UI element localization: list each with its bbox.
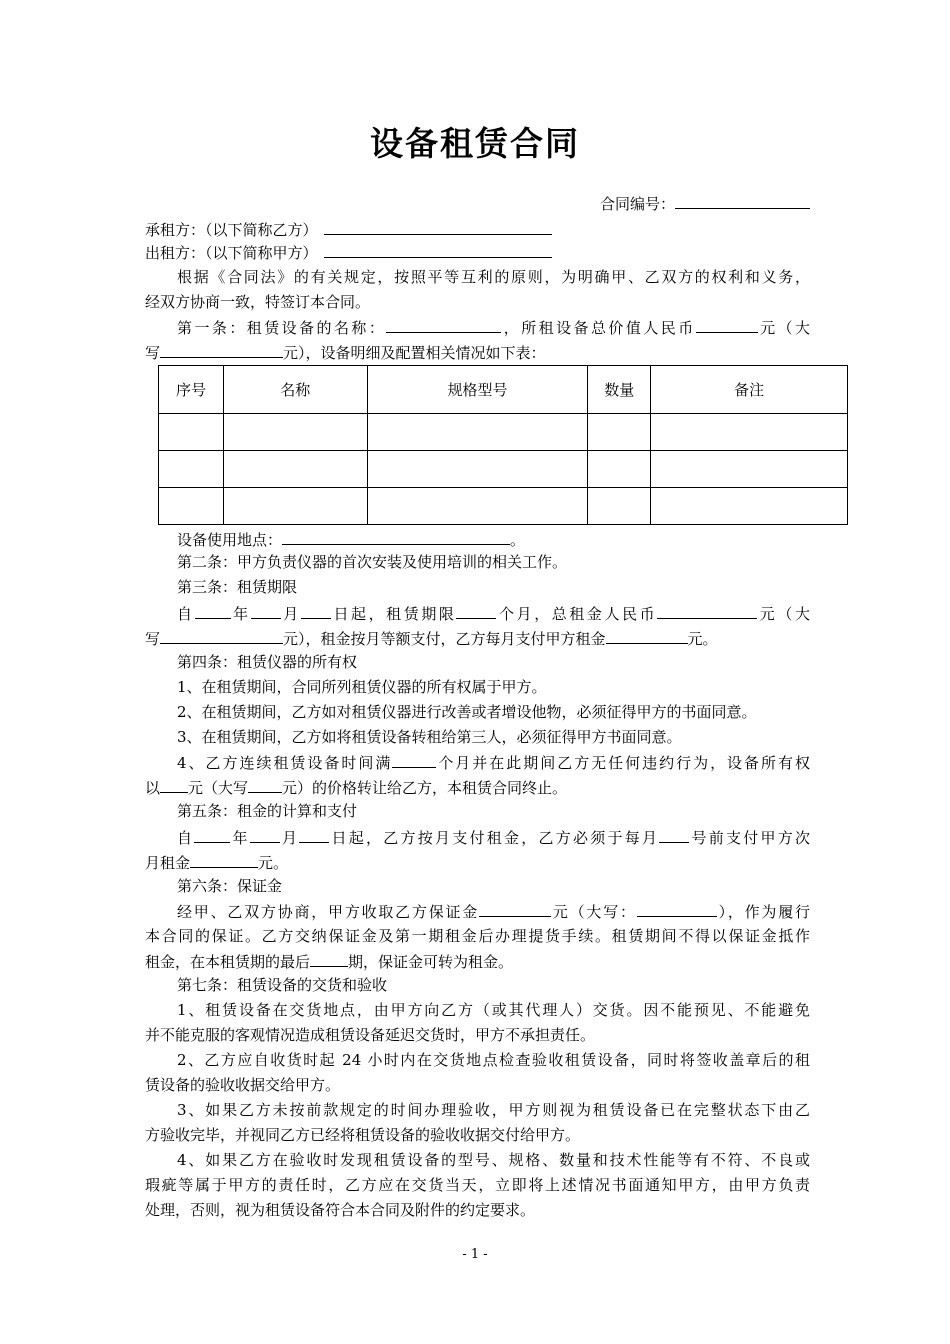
location-blank[interactable]: [282, 528, 510, 545]
location-line: [145, 528, 810, 551]
month-blank[interactable]: [251, 602, 281, 619]
text: 元（大写: [188, 779, 249, 797]
text: 自: [177, 829, 195, 847]
article5-heading: 第五条：租金的计算和支付: [177, 802, 358, 820]
deposit-blank[interactable]: [479, 900, 551, 917]
table-cell[interactable]: [159, 414, 224, 451]
article7-item-4-line-2: 瑕疵等属于甲方的责任时，乙方应在交货当天，立即将上述情况书面通知甲方，由甲方负责: [145, 1176, 810, 1194]
text: 元），租金按月等额支付，乙方每月支付甲方租金: [283, 630, 606, 648]
article3-line-2: [145, 627, 810, 650]
article7-item-3-line-1: 3、如果乙方未按前款规定的时间办理验收，甲方则视为租赁设备已在完整状态下由乙: [177, 1101, 810, 1119]
page-number: - 1 -: [462, 1247, 488, 1262]
article6-heading: 第六条：保证金: [177, 877, 283, 895]
article7-item-4-line-1: 4、如果乙方在验收时发现租赁设备的型号、规格、数量和技术性能等有不符、不良或: [177, 1151, 810, 1169]
text: 元。: [258, 854, 289, 872]
article7-item-3-line-2: 方验收完毕，并视同乙方已经将租赁设备的验收收据交付给甲方。: [145, 1126, 581, 1144]
article7-heading: 第七条：租赁设备的交货和验收: [177, 976, 388, 994]
equipment-name-blank[interactable]: [386, 316, 501, 333]
term-months-blank[interactable]: [456, 602, 496, 619]
article6-line-2: 本合同的保证。乙方交纳保证金及第一期租金后办理提货手续。租赁期间不得以保证金抵作: [145, 927, 810, 945]
transfer-price-blank[interactable]: [160, 776, 188, 793]
months-blank[interactable]: [392, 751, 436, 768]
location-end: 。: [510, 531, 526, 549]
text: 个月并在此期间乙方无任何违约行为，设备所有权: [436, 754, 810, 772]
article1-line-1: [145, 316, 810, 339]
table-cell[interactable]: [223, 451, 367, 488]
location-label: 设备使用地点：: [177, 531, 283, 549]
text: 年: [230, 829, 250, 847]
total-rent-blank[interactable]: [657, 602, 757, 619]
column-header: 名称: [223, 366, 367, 414]
document-title: 设备租赁合同: [370, 124, 580, 163]
article1-line-2: [145, 341, 810, 364]
contract-number-label: 合同编号：: [599, 195, 675, 213]
article4-heading: 第四条：租赁仪器的所有权: [177, 653, 358, 671]
article1-text: 元），设备明细及配置相关情况如下表：: [283, 344, 546, 362]
article4-item-1: 1、在租赁期间，合同所列租赁仪器的所有权属于甲方。: [177, 678, 547, 696]
text: 号前支付甲方次: [689, 829, 810, 847]
text: 经甲、乙双方协商，甲方收取乙方保证金: [177, 903, 480, 921]
table-cell[interactable]: [367, 488, 588, 525]
monthly-rent-blank[interactable]: [606, 627, 688, 644]
article5-line-1: [145, 826, 810, 849]
payment-day-blank[interactable]: [659, 826, 689, 843]
lessor-line: [145, 241, 810, 264]
text: 月租金: [145, 854, 191, 872]
article6-line-1: [145, 900, 810, 923]
final-period-blank[interactable]: [310, 950, 348, 967]
table-cell[interactable]: [588, 451, 651, 488]
text: 元（大写：: [551, 903, 637, 921]
table-cell[interactable]: [588, 488, 651, 525]
contract-number-blank[interactable]: [675, 192, 810, 209]
contract-number-line: [145, 192, 810, 215]
text: 元。: [687, 630, 718, 648]
text: 月: [279, 829, 300, 847]
article6-line-3: [145, 950, 810, 973]
lessor-blank[interactable]: [324, 241, 552, 258]
column-header: 序号: [159, 366, 224, 414]
total-value-capital-blank[interactable]: [160, 341, 283, 358]
total-value-blank[interactable]: [696, 316, 758, 333]
text: ），作为履行: [716, 903, 810, 921]
text: 元（大: [757, 605, 810, 623]
day-blank[interactable]: [301, 602, 331, 619]
article4-item-4-line-2: [145, 776, 810, 799]
article1-text: 写: [145, 344, 161, 362]
text: 4、乙方连续租赁设备时间满: [177, 754, 393, 772]
rent-amount-blank[interactable]: [190, 851, 258, 868]
lessee-label: 承租方：（以下简称乙方）: [145, 221, 318, 239]
text: 期，保证金可转为租金。: [348, 953, 514, 971]
lessee-blank[interactable]: [324, 218, 552, 235]
article3-line-1: [145, 602, 810, 625]
table-row: [159, 488, 848, 525]
text: 元）的价格转让给乙方，本租赁合同终止。: [282, 779, 568, 797]
article1-text: ，所租设备总价值人民币: [501, 319, 696, 337]
text: 日起，乙方按月支付租金，乙方必须于每月: [329, 829, 660, 847]
intro-line-1: 根据《合同法》的有关规定，按照平等互利的原则，为明确甲、乙双方的权利和义务，: [177, 268, 810, 286]
table-cell[interactable]: [651, 488, 848, 525]
total-rent-capital-blank[interactable]: [160, 627, 283, 644]
table-cell[interactable]: [159, 488, 224, 525]
transfer-price-capital-blank[interactable]: [248, 776, 282, 793]
equipment-table: [158, 365, 848, 525]
text: 写: [145, 630, 161, 648]
article5-line-2: [145, 851, 810, 874]
table-cell[interactable]: [651, 451, 848, 488]
article7-item-4-line-3: 处理，否则，视为租赁设备符合本合同及附件的约定要求。: [145, 1201, 536, 1219]
table-cell[interactable]: [651, 414, 848, 451]
year-blank[interactable]: [195, 602, 231, 619]
article1-text: 元（大: [757, 319, 810, 337]
year-blank[interactable]: [194, 826, 230, 843]
article7-item-1-line-2: 并不能克服的客观情况造成租赁设备延迟交货时，甲方不承担责任。: [145, 1026, 596, 1044]
article4-item-3: 3、在租赁期间，乙方如将租赁设备转租给第三人，必须征得甲方书面同意。: [177, 728, 682, 746]
text: 个月，总租金人民币: [496, 605, 658, 623]
lessee-line: [145, 218, 810, 241]
text: 月: [280, 605, 301, 623]
column-header: 规格型号: [367, 366, 588, 414]
table-cell[interactable]: [223, 414, 367, 451]
table-cell[interactable]: [223, 488, 367, 525]
month-blank[interactable]: [250, 826, 280, 843]
table-row: [159, 451, 848, 488]
text: 租金，在本租赁期的最后: [145, 953, 311, 971]
table-cell[interactable]: [367, 414, 588, 451]
column-header: 数量: [588, 366, 651, 414]
text: 以: [145, 779, 161, 797]
article2-line: 第二条：甲方负责仪器的首次安装及使用培训的相关工作。: [177, 553, 568, 571]
intro-line-2: 经双方协商一致，特签订本合同。: [145, 293, 371, 311]
lessor-label: 出租方：（以下简称甲方）: [145, 244, 318, 262]
article1-text: 第一条：租赁设备的名称：: [177, 319, 387, 337]
text: 年: [230, 605, 251, 623]
article7-item-2-line-2: 赁设备的验收收据交给甲方。: [145, 1076, 341, 1094]
day-blank[interactable]: [299, 826, 329, 843]
table-cell[interactable]: [367, 451, 588, 488]
article4-item-4-line-1: [145, 751, 810, 774]
table-row: [159, 414, 848, 451]
table-cell[interactable]: [159, 451, 224, 488]
deposit-capital-blank[interactable]: [637, 900, 717, 917]
text: 自: [177, 605, 195, 623]
article7-item-1-line-1: 1、租赁设备在交货地点，由甲方向乙方（或其代理人）交货。因不能预见、不能避免: [177, 1001, 810, 1019]
table-header-row: [159, 366, 848, 414]
article4-item-2: 2、在租赁期间，乙方如对租赁仪器进行改善或者增设他物，必须征得甲方的书面同意。: [177, 703, 757, 721]
text: 日起，租赁期限: [330, 605, 457, 623]
article3-heading: 第三条：租赁期限: [177, 578, 298, 596]
article7-item-2-line-1: 2、乙方应自收货时起 24 小时内在交货地点检查验收租赁设备，同时将签收盖章后的租: [177, 1051, 810, 1069]
column-header: 备注: [651, 366, 848, 414]
table-cell[interactable]: [588, 414, 651, 451]
